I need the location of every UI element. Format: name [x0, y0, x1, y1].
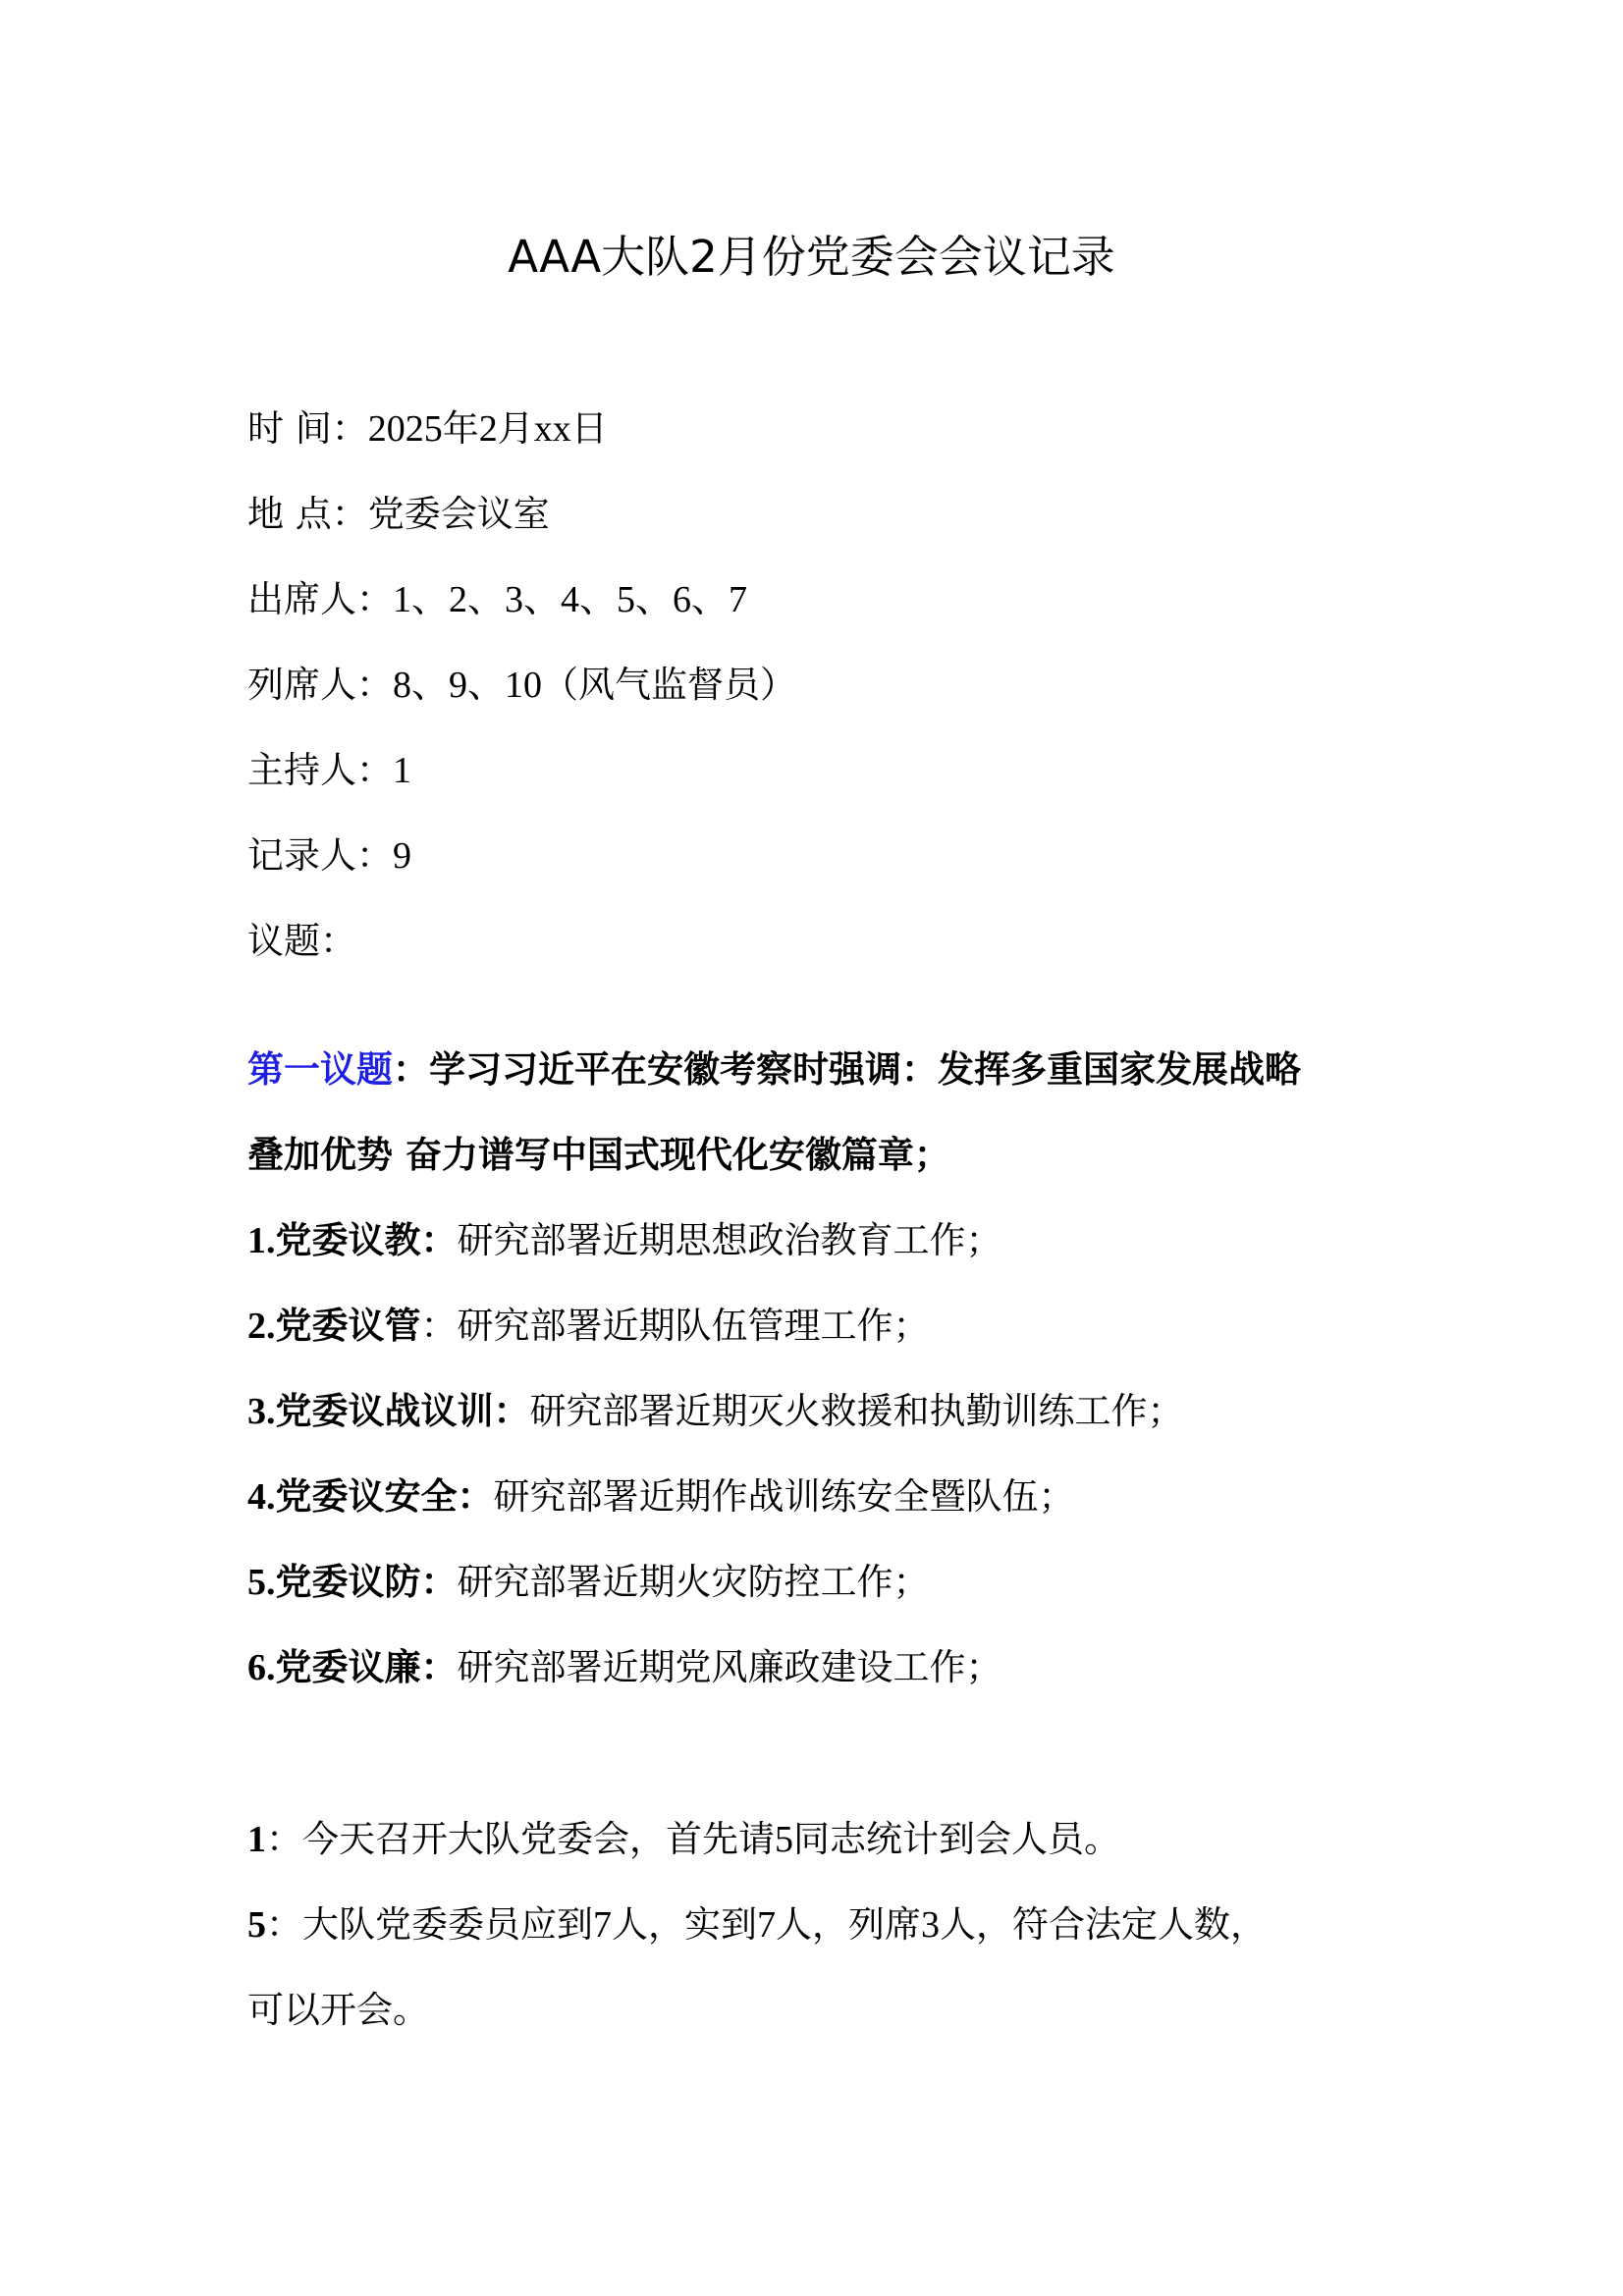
agenda-item-number: 5. [247, 1562, 276, 1603]
topics-label: 议题： [247, 920, 356, 962]
agenda-item-desc: 研究部署近期作战训练安全暨队伍； [493, 1475, 1075, 1518]
agenda-item-desc: 研究部署近期思想政治教育工作； [457, 1219, 1002, 1261]
observers-value: 8、9、10 [393, 665, 543, 706]
speech-text: 人，符合法定人数， [940, 1903, 1267, 1946]
info-topics [247, 917, 1406, 966]
agenda-item [247, 1643, 1406, 1692]
agenda-item-title: 党委议廉： [275, 1646, 458, 1688]
first-topic-line2 [247, 1131, 1406, 1180]
agenda-item-desc: 研究部署近期灭火救援和执勤训练工作； [529, 1390, 1184, 1432]
agenda-item-title: 党委议安全： [275, 1475, 494, 1518]
agenda-item-title: 党委议教： [275, 1219, 458, 1261]
speech-line [247, 1900, 1406, 1949]
speech-number: 7 [593, 1904, 612, 1946]
agenda-item-desc: 研究部署近期火灾防控工作； [457, 1561, 930, 1603]
time-day-unit: 日 [570, 407, 608, 450]
observers-label: 列席人： [247, 664, 393, 706]
recorder-label: 记录人： [247, 834, 393, 877]
observers-note: （风气监督员） [542, 664, 797, 706]
speech-text: 今天召开大队党委会，首先请 [302, 1818, 775, 1860]
info-time [247, 404, 1406, 454]
time-year: 2025 [367, 408, 443, 450]
agenda-item-title: 党委议管 [275, 1305, 421, 1347]
host-label: 主持人： [247, 749, 393, 791]
speech-text: 人，列席 [776, 1903, 921, 1946]
agenda-item-number: 3. [247, 1391, 276, 1432]
time-month-unit: 月 [497, 407, 534, 450]
info-place [247, 490, 1406, 539]
speech-number: 3 [921, 1904, 940, 1946]
agenda-item-title: 党委议防： [275, 1561, 458, 1603]
first-topic-text2: 叠加优势 奋力谱写中国式现代化安徽篇章； [247, 1134, 950, 1176]
info-attendees [247, 575, 1406, 624]
speech-line-continued [247, 1986, 1406, 2035]
recorder-value: 9 [393, 835, 411, 877]
time-year-unit: 年 [442, 407, 479, 450]
attendees-label: 出席人： [247, 578, 393, 620]
agenda-item-number: 2. [247, 1306, 276, 1347]
speaker-id: 5 [247, 1904, 266, 1946]
info-host [247, 746, 1406, 795]
speech-text: 可以开会。 [247, 1989, 429, 2031]
info-observers [247, 661, 1406, 710]
first-topic-text1: ：学习习近平在安徽考察时强调：发挥多重国家发展战略 [393, 1048, 1301, 1091]
first-topic-line1 [247, 1045, 1406, 1095]
agenda-item [247, 1302, 1406, 1351]
time-label: 时 间： [247, 407, 368, 450]
time-day: xx [533, 408, 571, 450]
agenda-item-desc: 研究部署近期党风廉政建设工作； [457, 1646, 1002, 1688]
attendees-value: 1、2、3、4、5、6、7 [393, 579, 748, 620]
speech-number: 7 [757, 1904, 776, 1946]
speaker-colon: ： [266, 1818, 302, 1860]
agenda-item [247, 1558, 1406, 1607]
place-label: 地 点： [247, 493, 368, 535]
speech-line [247, 1815, 1406, 1864]
agenda-item-number: 6. [247, 1647, 276, 1688]
speech-text: 大队党委委员应到 [302, 1903, 593, 1946]
speaker-colon: ： [266, 1903, 302, 1946]
speech-text: 同志统计到会人员。 [793, 1818, 1120, 1860]
speech-text: 人，实到 [612, 1903, 757, 1946]
place-value: 党委会议室 [367, 493, 550, 535]
agenda-item [247, 1387, 1406, 1436]
host-value: 1 [393, 750, 411, 791]
agenda-item [247, 1472, 1406, 1522]
agenda-item [247, 1216, 1406, 1265]
speech-number: 5 [775, 1819, 793, 1860]
agenda-item-number: 1. [247, 1220, 276, 1261]
page-title: AAA大队2月份党委会会议记录 [508, 231, 1115, 283]
time-month: 2 [478, 408, 498, 450]
speaker-id: 1 [247, 1819, 266, 1860]
agenda-item-desc: ：研究部署近期队伍管理工作； [420, 1305, 930, 1347]
first-topic-label: 第一议题 [247, 1048, 393, 1091]
agenda-item-number: 4. [247, 1476, 276, 1518]
agenda-item-title: 党委议战议训： [275, 1390, 530, 1432]
info-recorder [247, 831, 1406, 881]
